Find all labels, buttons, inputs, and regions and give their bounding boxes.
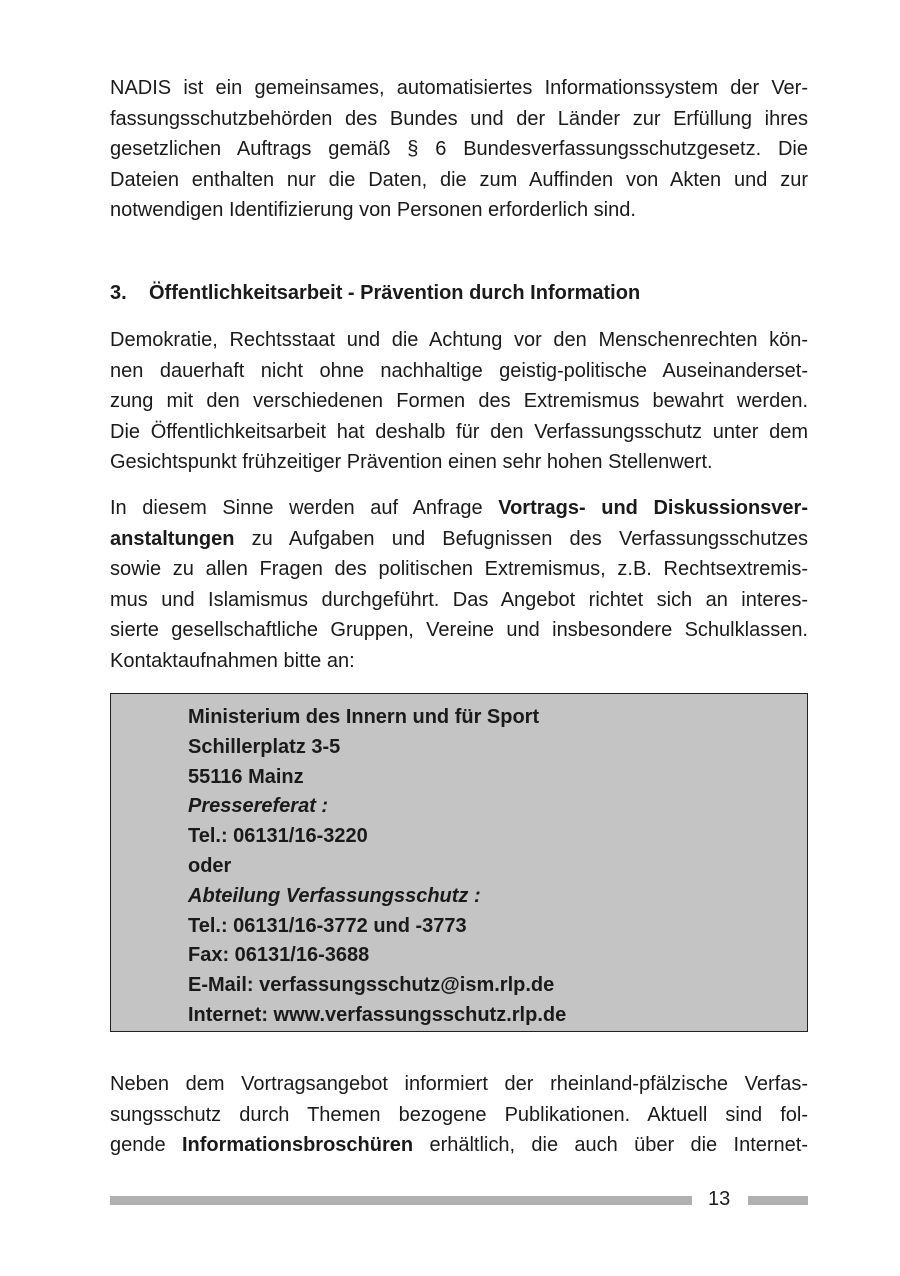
contact-dept-label: Abteilung Verfassungsschutz : <box>188 884 481 907</box>
bold-text: Vortrags- und Diskussionsver- <box>498 497 808 519</box>
text-line: Gesichtspunkt frühzeitiger Prävention einen sehr hohen Stellenwert. <box>110 451 713 473</box>
text-line: sowie zu allen Fragen des politischen Extremismus, z.B. Rechtsextremis- <box>110 558 808 580</box>
text-line: Kontaktaufnahmen bitte an: <box>110 649 355 672</box>
text-line: fassungsschutzbehörden des Bundes und der Länder zur Erfüllung ihres <box>110 107 808 130</box>
text-fragment: gende <box>110 1134 182 1156</box>
text-line: NADIS ist ein gemeinsames, automatisiertes Informationssystem der Ver- <box>110 77 808 99</box>
text-fragment: zu Aufgaben und Befugnissen des Verfassungsschutzes <box>234 527 808 550</box>
text-line: Dateien enthalten nur die Daten, die zum Auffinden von Akten und zur <box>110 168 808 191</box>
text-line: notwendigen Identifizierung von Personen erforderlich sind. <box>110 199 636 221</box>
bold-text: anstaltungen <box>110 527 235 550</box>
text-line: Die Öffentlichkeitsarbeit hat deshalb für den Verfassungsschutz unter dem <box>110 420 808 443</box>
contact-fax: Fax: 06131/16-3688 <box>188 944 370 967</box>
text-line <box>110 493 808 524</box>
contact-email: E-Mail: verfassungsschutz@ism.rlp.de <box>188 974 555 997</box>
text-line: zung mit den verschiedenen Formen des Extremismus bewahrt werden. <box>110 390 808 412</box>
paragraph-publications <box>110 1069 808 1161</box>
footer-rule-right <box>748 1196 808 1205</box>
text-line: sierte gesellschaftliche Gruppen, Vereine und insbesondere Schulklassen. <box>110 619 808 641</box>
text-line: Neben dem Vortragsangebot informiert der rheinland-pfälzische Verfas- <box>110 1073 808 1095</box>
contact-or: oder <box>188 854 232 877</box>
text-line: gesetzlichen Auftrags gemäß § 6 Bundesverfassungsschutzgesetz. Die <box>110 138 808 160</box>
contact-dept-tel: Tel.: 06131/16-3772 und -3773 <box>188 914 467 937</box>
page-number: 13 <box>708 1188 731 1210</box>
contact-org: Ministerium des Innern und für Sport <box>188 706 540 728</box>
text-line: nen dauerhaft nicht ohne nachhaltige geistig-politische Auseinanderset- <box>110 359 808 382</box>
contact-press-label: Pressereferat : <box>188 795 329 818</box>
text-line: mus und Islamismus durchgeführt. Das Angebot richtet sich an interes- <box>110 588 808 611</box>
text-fragment: In diesem Sinne werden auf Anfrage <box>110 497 499 519</box>
text-line <box>110 524 808 555</box>
paragraph-lectures <box>110 493 808 676</box>
contact-internet: Internet: www.verfassungsschutz.rlp.de <box>188 1003 567 1026</box>
text-fragment: erhältlich, die auch über die Internet- <box>413 1134 809 1156</box>
text-line: Demokratie, Rechtsstaat und die Achtung vor den Menschenrechten kön- <box>110 329 808 351</box>
contact-street: Schillerplatz 3-5 <box>188 735 341 758</box>
contact-box <box>110 693 808 1032</box>
paragraph-democracy <box>110 325 808 478</box>
section-heading <box>110 282 640 305</box>
footer-rule-left <box>110 1196 692 1205</box>
text-line: sungsschutz durch Themen bezogene Publikationen. Aktuell sind fol- <box>110 1103 808 1126</box>
section-number: 3. <box>110 282 127 304</box>
contact-city: 55116 Mainz <box>188 765 304 788</box>
paragraph-nadis <box>110 73 808 226</box>
bold-text: Informationsbroschüren <box>181 1134 414 1156</box>
section-title: Öffentlichkeitsarbeit - Prävention durch Information <box>149 282 641 304</box>
text-line <box>110 1130 808 1161</box>
contact-press-tel: Tel.: 06131/16-3220 <box>188 825 368 848</box>
